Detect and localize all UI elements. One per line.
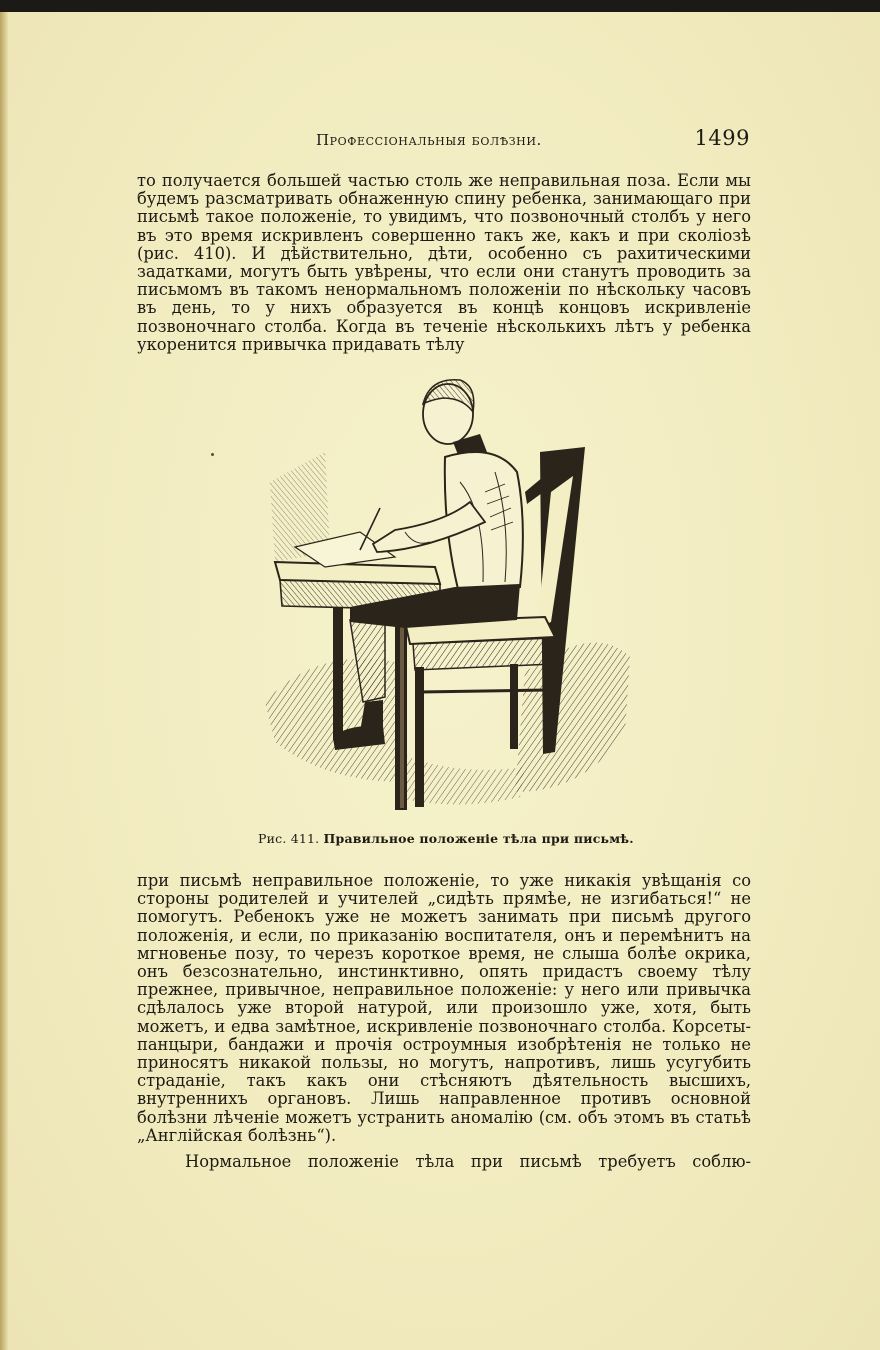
running-header bbox=[136, 126, 752, 156]
figure-illustration bbox=[255, 372, 640, 817]
paragraph-1: то получается большей частью столь же неправильная поза. Если мы будемъ разсматривать обнаженную спину ребенка, занимающаго при письмѣ такое положеніе, то увидимъ, что позвоночный столбъ у него въ это время искривленъ совершенно такъ же, какъ и при сколіозѣ (рис. 410). И дѣйствительно, дѣти, особенно съ рахитическими задатками, могутъ быть увѣрены, что если они станутъ проводить за письмомъ въ такомъ ненормальномъ положеніи по нѣскольку часовъ въ день, то у нихъ образуется въ концѣ концовъ искривленіе позвоночнаго столба. Когда въ теченіе нѣсколькихъ лѣтъ у ребенка укоренится привычка придавать тѣлу bbox=[137, 171, 751, 354]
paragraph-2: при письмѣ неправильное положеніе, то уже никакія увѣщанія со стороны родителей и учителей „сидѣть прямѣе, не изгибаться!“ не помогутъ. Ребенокъ уже не можетъ занимать при письмѣ другого положенія, и если, по приказанію воспитателя, онъ и перемѣнитъ на мгновенье позу, то черезъ короткое время, не слыша болѣе окрика, онъ безсознательно, инстинктивно, опять придастъ своему тѣлу прежнее, привычное, неправильное положеніе: у него или привычка сдѣлалось уже второй натурой, или произошло уже, хотя, быть можетъ, и едва замѣтное, искривленіе позвоночнаго столба. Корсеты-панцыри, бандажи и прочія остроумныя изобрѣтенія не только не приносятъ никакой пользы, но могутъ, напротивъ, лишь усугубить страданіе, такъ какъ они стѣсняютъ дѣятельность высшихъ, внутреннихъ органовъ. Лишь направленное противъ основной болѣзни лѣченіе можетъ устранить аномалію (см. объ этомъ въ статьѣ „Англійская болѣзнь“). bbox=[137, 871, 751, 1145]
paragraph-3: Нормальное положеніе тѣла при письмѣ требуетъ соблю- bbox=[185, 1152, 751, 1171]
page-binding-edge bbox=[0, 12, 8, 1350]
figure-caption bbox=[258, 831, 648, 846]
print-speck bbox=[211, 453, 214, 456]
boy-writing-at-desk-engraving bbox=[255, 372, 640, 817]
figure-caption-text: Правильное положеніе тѣла при письмѣ. bbox=[323, 831, 634, 846]
figure-caption-label: Рис. 411. bbox=[258, 831, 320, 846]
scan-top-border bbox=[0, 0, 880, 12]
running-header-title: Профессіональныя болѣзни. bbox=[316, 131, 542, 149]
page-number: 1499 bbox=[694, 126, 750, 150]
